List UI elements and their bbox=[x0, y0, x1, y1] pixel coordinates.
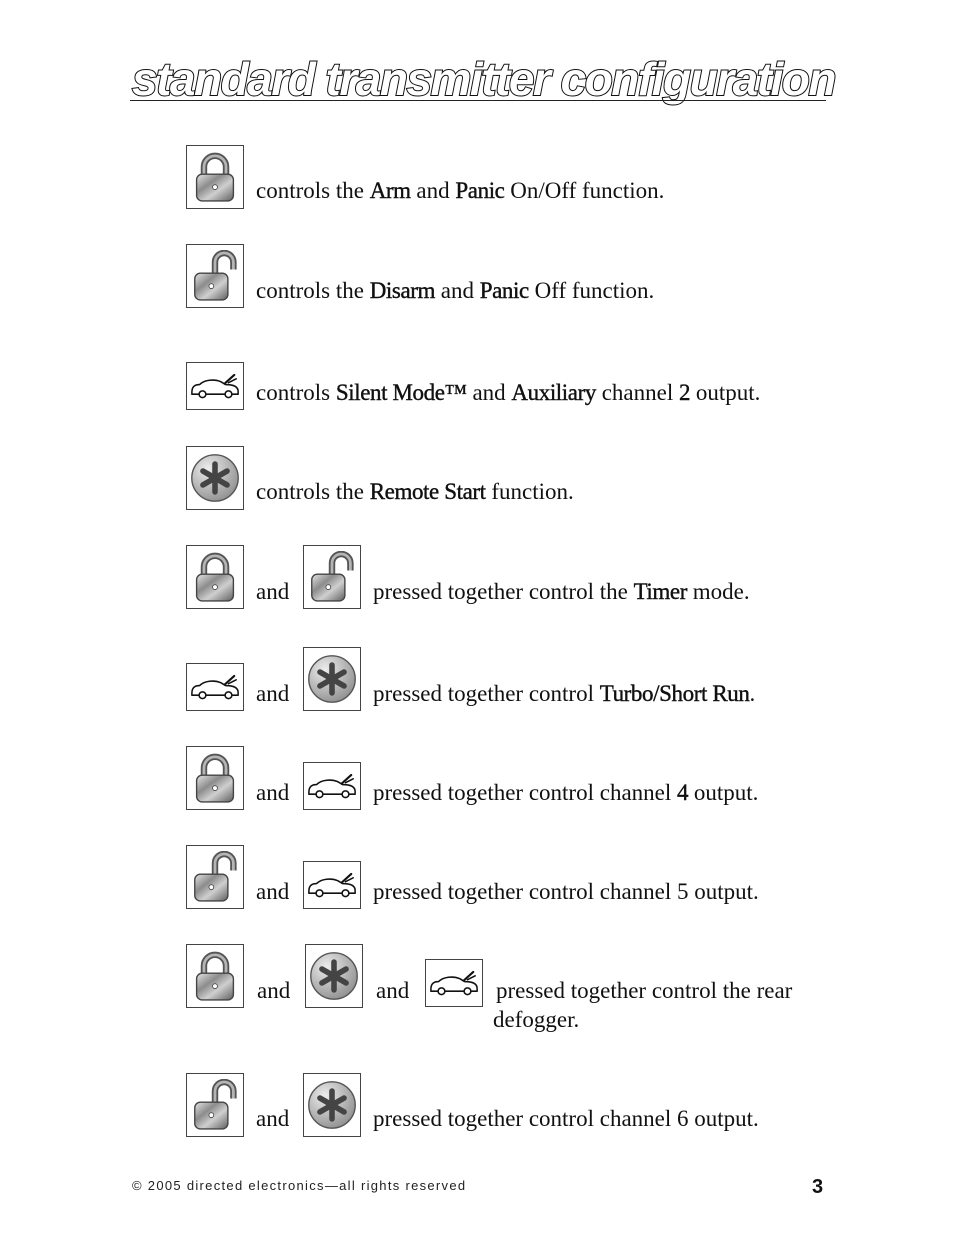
unlock-button bbox=[186, 1073, 244, 1137]
and-label: and bbox=[256, 579, 290, 604]
turbo-short-run-label: Turbo/Short Run bbox=[599, 681, 750, 706]
row-1-text: controls the Arm and Panic On/Off function. bbox=[256, 178, 665, 203]
disarm-label: Disarm bbox=[369, 278, 436, 303]
asterisk-icon bbox=[308, 950, 360, 1002]
car-button bbox=[303, 762, 361, 810]
and-label: and bbox=[256, 780, 290, 805]
row-5-text: pressed together control the Timer mode. bbox=[373, 579, 750, 604]
lock-button bbox=[186, 145, 244, 209]
car-trunk-icon bbox=[306, 871, 358, 900]
and-label: and bbox=[376, 978, 410, 1003]
unlock-icon bbox=[192, 250, 238, 302]
car-trunk-icon bbox=[189, 673, 241, 702]
asterisk-icon bbox=[189, 452, 241, 504]
row-8-text: pressed together control channel 5 output. bbox=[373, 879, 759, 904]
remote-start-label: Remote Start bbox=[369, 479, 486, 504]
car-button bbox=[425, 959, 483, 1007]
car-button bbox=[186, 663, 244, 711]
unlock-icon bbox=[192, 851, 238, 903]
unlock-button bbox=[186, 845, 244, 909]
arm-label: Arm bbox=[369, 178, 411, 203]
remote-start-button bbox=[303, 1073, 361, 1137]
unlock-icon bbox=[192, 1079, 238, 1131]
row-6-text: pressed together control Turbo/Short Run. bbox=[373, 681, 756, 706]
row-2-text: controls the Disarm and Panic Off function. bbox=[256, 278, 655, 303]
silent-mode-label: Silent Mode™ bbox=[335, 380, 467, 405]
car-button bbox=[303, 861, 361, 909]
title-underline bbox=[130, 100, 826, 101]
remote-start-button bbox=[303, 647, 361, 711]
car-trunk-icon bbox=[306, 772, 358, 801]
footer-copyright: © 2005 directed electronics—all rights reserved bbox=[132, 1178, 467, 1193]
remote-start-button bbox=[186, 446, 244, 510]
car-trunk-icon bbox=[428, 969, 480, 998]
asterisk-icon bbox=[306, 1079, 358, 1131]
channel-4-label: 4 bbox=[677, 780, 689, 805]
page-title: standard transmitter configuration bbox=[132, 53, 835, 105]
channel-2-label: 2 bbox=[678, 380, 691, 405]
and-label: and bbox=[256, 681, 290, 706]
timer-label: Timer bbox=[633, 579, 687, 604]
lock-icon bbox=[192, 752, 238, 804]
lock-button bbox=[186, 944, 244, 1008]
lock-button bbox=[186, 746, 244, 810]
panic-label: Panic bbox=[455, 178, 505, 203]
lock-icon bbox=[192, 551, 238, 603]
unlock-button bbox=[303, 545, 361, 609]
remote-start-button bbox=[305, 944, 363, 1008]
panic-label: Panic bbox=[479, 278, 529, 303]
auxiliary-label: Auxiliary bbox=[511, 380, 596, 405]
car-button bbox=[186, 362, 244, 410]
and-label: and bbox=[257, 978, 291, 1003]
car-trunk-icon bbox=[189, 372, 241, 401]
row-9-text-line1: pressed together control the rear bbox=[496, 978, 793, 1003]
unlock-button bbox=[186, 244, 244, 308]
page-number: 3 bbox=[812, 1176, 824, 1198]
row-4-text: controls the Remote Start function. bbox=[256, 479, 574, 504]
row-7-text: pressed together control channel 4 output. bbox=[373, 780, 759, 805]
and-label: and bbox=[256, 1106, 290, 1131]
row-10-text: pressed together control channel 6 output. bbox=[373, 1106, 759, 1131]
row-3-text: controls Silent Mode™ and Auxiliary channel 2 output. bbox=[256, 380, 761, 405]
lock-icon bbox=[192, 151, 238, 203]
asterisk-icon bbox=[306, 653, 358, 705]
unlock-icon bbox=[309, 551, 355, 603]
row-9-text-line2: defogger. bbox=[493, 1007, 580, 1032]
and-label: and bbox=[256, 879, 290, 904]
lock-icon bbox=[192, 950, 238, 1002]
lock-button bbox=[186, 545, 244, 609]
